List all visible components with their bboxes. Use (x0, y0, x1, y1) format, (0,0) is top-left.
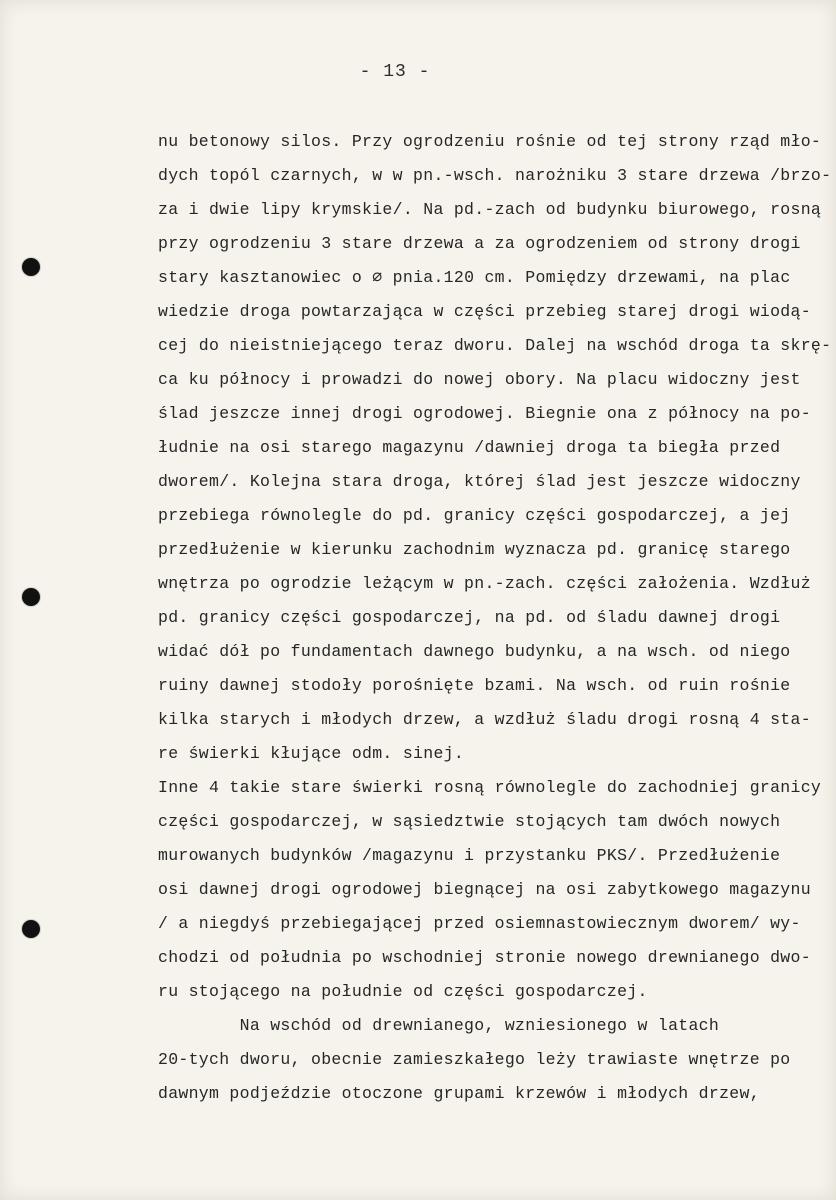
text-line: Inne 4 takie stare świerki rosną równolegle do zachodniej granicy (158, 778, 822, 797)
text-line: łudnie na osi starego magazynu /dawniej droga ta biegła przed (158, 438, 781, 457)
text-line: wnętrza po ogrodzie leżącym w pn.-zach. części założenia. Wzdłuż (158, 574, 811, 593)
text-line: kilka starych i młodych drzew, a wzdłuż śladu drogi rosną 4 sta- (158, 710, 811, 729)
text-line: osi dawnej drogi ogrodowej biegnącej na osi zabytkowego magazynu (158, 880, 811, 899)
text-line: dawnym podjeździe otoczone grupami krzewów i młodych drzew, (158, 1084, 760, 1103)
text-line: pd. granicy części gospodarczej, na pd. od śladu dawnej drogi (158, 608, 781, 627)
text-line: przy ogrodzeniu 3 stare drzewa a za ogrodzeniem od strony drogi (158, 234, 801, 253)
text-line: Na wschód od drewnianego, wzniesionego w latach (158, 1016, 720, 1035)
text-line: przebiega równolegle do pd. granicy części gospodarczej, a jej (158, 506, 791, 525)
text-line: przedłużenie w kierunku zachodnim wyznacza pd. granicę starego (158, 540, 791, 559)
text-line: za i dwie lipy krymskie/. Na pd.-zach od budynku biurowego, rosną (158, 200, 822, 219)
text-line: części gospodarczej, w sąsiedztwie stojących tam dwóch nowych (158, 812, 781, 831)
text-line: murowanych budynków /magazynu i przystanku PKS/. Przedłużenie (158, 846, 781, 865)
text-line: nu betonowy silos. Przy ogrodzeniu rośnie od tej strony rząd mło- (158, 132, 822, 151)
text-line: ca ku północy i prowadzi do nowej obory. Na placu widoczny jest (158, 370, 801, 389)
punch-hole-bottom (22, 920, 40, 938)
text-line: ru stojącego na południe od części gospodarczej. (158, 982, 648, 1001)
text-line: 20-tych dworu, obecnie zamieszkałego leży trawiaste wnętrze po (158, 1050, 791, 1069)
text-line: widać dół po fundamentach dawnego budynku, a na wsch. od niego (158, 642, 791, 661)
text-line: ślad jeszcze innej drogi ogrodowej. Biegnie ona z północy na po- (158, 404, 811, 423)
text-line: chodzi od południa po wschodniej stronie nowego drewnianego dwo- (158, 948, 811, 967)
page-number: - 13 - (359, 62, 431, 82)
punch-hole-middle (22, 588, 40, 606)
text-line: dworem/. Kolejna stara droga, której ślad jest jeszcze widoczny (158, 472, 801, 491)
text-line: ruiny dawnej stodoły porośnięte bzami. Na wsch. od ruin rośnie (158, 676, 791, 695)
text-line: wiedzie droga powtarzająca w części przebieg starej drogi wiodą- (158, 302, 811, 321)
text-line: cej do nieistniejącego teraz dworu. Dalej na wschód droga ta skrę- (158, 336, 832, 355)
text-line: re świerki kłujące odm. sinej. (158, 744, 465, 763)
text-line: / a niegdyś przebiegającej przed osiemnastowiecznym dworem/ wy- (158, 914, 801, 933)
punch-hole-top (22, 258, 40, 276)
text-line: dych topól czarnych, w w pn.-wsch. narożniku 3 stare drzewa /brzo- (158, 166, 832, 185)
text-line: stary kasztanowiec o ∅ pnia.120 cm. Pomiędzy drzewami, na plac (158, 268, 791, 287)
